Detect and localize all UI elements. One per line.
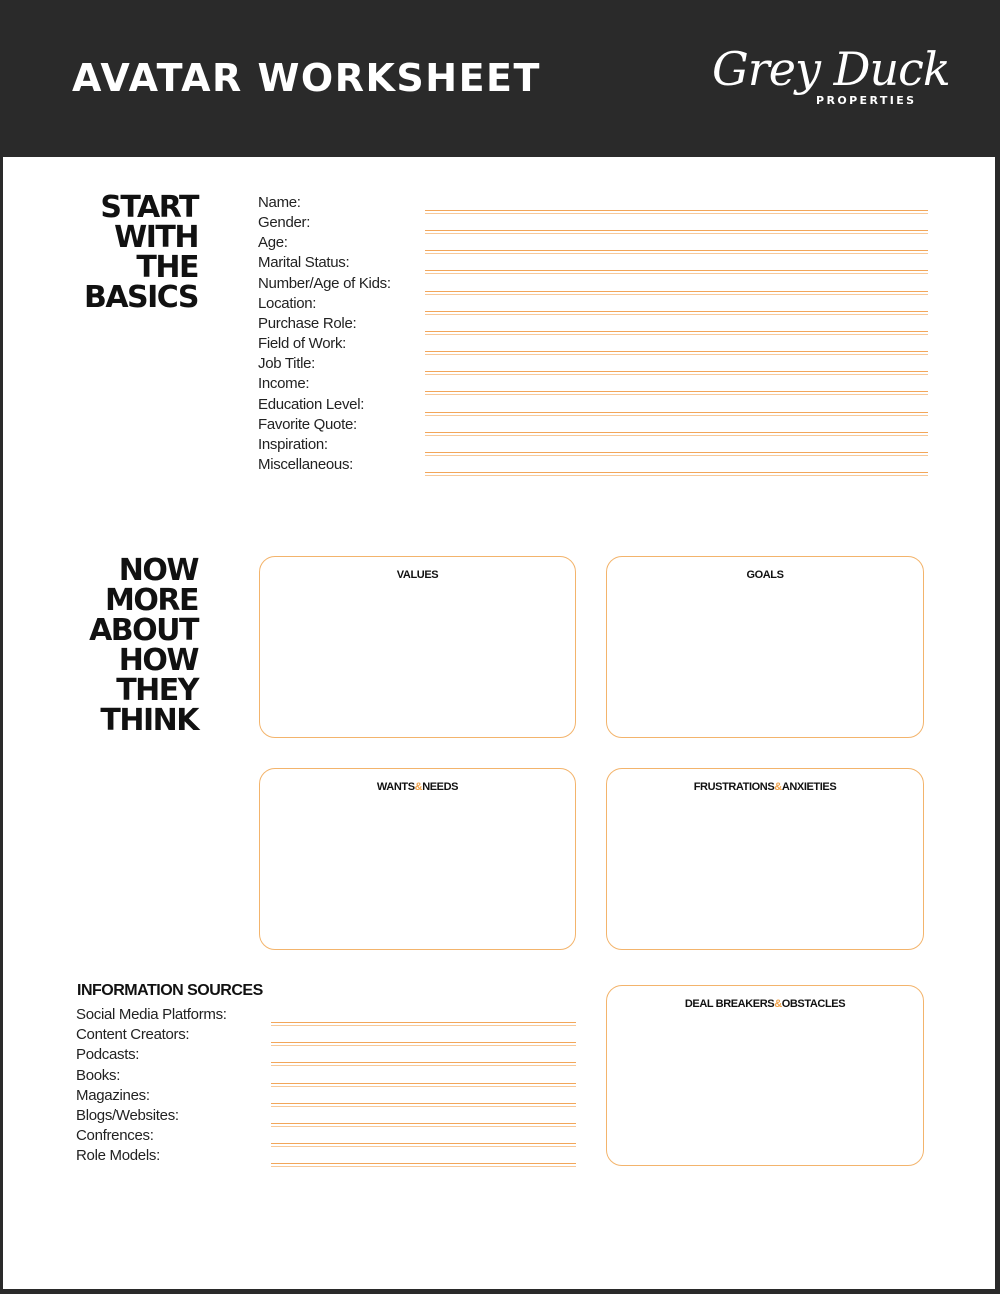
field-label: Inspiration:: [258, 435, 328, 453]
field-answer-line[interactable]: [425, 230, 928, 231]
field-answer-line[interactable]: [425, 351, 928, 352]
info-source-label: Content Creators:: [76, 1026, 190, 1044]
logo-subtitle: PROPERTIES: [816, 94, 917, 107]
basics-heading-line: START: [100, 190, 198, 225]
basics-field-row: [258, 194, 928, 214]
info-source-label: Social Media Platforms:: [76, 1006, 227, 1023]
field-label: Number/Age of Kids:: [258, 274, 391, 292]
field-answer-line[interactable]: [425, 412, 928, 413]
basics-heading-line: BASICS: [83, 280, 198, 315]
wants-needs-box[interactable]: [259, 768, 576, 950]
info-source-row: [76, 1046, 576, 1066]
ampersand: &: [774, 998, 782, 1010]
info-source-answer-line[interactable]: [271, 1083, 576, 1084]
field-label: Marital Status:: [258, 254, 350, 272]
info-source-answer-line[interactable]: [271, 1022, 576, 1023]
info-source-label: Role Models:: [76, 1147, 160, 1165]
field-label: Location:: [258, 294, 317, 312]
thinking-heading: [43, 553, 198, 738]
frustrations-anxieties-box[interactable]: [606, 768, 924, 950]
field-label: Miscellaneous:: [258, 455, 354, 473]
info-source-answer-line[interactable]: [271, 1143, 576, 1144]
info-source-row: [76, 1087, 576, 1107]
field-answer-line[interactable]: [425, 291, 928, 292]
info-source-label: Podcasts:: [76, 1046, 140, 1064]
thinking-heading-line: ABOUT: [89, 613, 198, 648]
field-answer-line[interactable]: [425, 270, 928, 271]
values-title: VALUES: [396, 569, 439, 581]
info-source-row: [76, 1127, 576, 1147]
field-label: Gender:: [258, 214, 311, 232]
info-source-answer-line[interactable]: [271, 1103, 576, 1104]
ampersand: &: [774, 781, 782, 793]
frustrations-word: FRUSTRATIONS: [693, 781, 775, 793]
info-source-label: Magazines:: [76, 1086, 150, 1104]
deal-breakers-obstacles-box[interactable]: [606, 985, 924, 1166]
info-source-row: [76, 1147, 576, 1167]
deal-breakers-word: DEAL BREAKERS: [684, 998, 775, 1010]
basics-field-row: [258, 436, 928, 456]
basics-heading-line: THE: [136, 250, 198, 285]
basics-field-row: [258, 214, 928, 234]
basics-heading: [43, 190, 198, 315]
info-source-label: Books:: [76, 1066, 121, 1084]
field-label: Field of Work:: [258, 335, 347, 353]
basics-field-row: [258, 295, 928, 315]
basics-field-row: [258, 315, 928, 335]
thinking-heading-line: THINK: [100, 703, 198, 738]
goals-title: GOALS: [746, 569, 784, 581]
basics-field-row: [258, 416, 928, 436]
field-answer-line[interactable]: [425, 331, 928, 332]
info-source-label: Blogs/Websites:: [76, 1107, 179, 1124]
field-answer-line[interactable]: [425, 210, 928, 211]
goals-box[interactable]: [606, 556, 924, 738]
basics-field-row: [258, 275, 928, 295]
field-label: Education Level:: [258, 395, 365, 413]
basics-heading-line: WITH: [114, 220, 198, 255]
page-header: [0, 0, 1000, 155]
info-source-answer-line[interactable]: [271, 1163, 576, 1164]
thinking-heading-line: THEY: [116, 673, 198, 708]
logo-script-text: Grey Duck: [712, 42, 950, 96]
frustrations-anxieties-title: [607, 781, 923, 793]
wants-word: WANTS: [376, 781, 415, 793]
field-answer-line[interactable]: [425, 432, 928, 433]
basics-field-row: [258, 254, 928, 274]
field-answer-line[interactable]: [425, 391, 928, 392]
basics-field-row: [258, 335, 928, 355]
thinking-heading-line: MORE: [105, 583, 198, 618]
info-source-answer-line[interactable]: [271, 1042, 576, 1043]
basics-field-row: [258, 375, 928, 395]
info-source-answer-line[interactable]: [271, 1062, 576, 1063]
page-title: AVATAR WORKSHEET: [72, 56, 541, 100]
field-label: Name:: [258, 194, 301, 211]
basics-field-row: [258, 456, 928, 476]
field-label: Purchase Role:: [258, 314, 357, 332]
brand-logo: [712, 42, 950, 122]
field-answer-line[interactable]: [425, 250, 928, 251]
basics-field-row: [258, 355, 928, 375]
field-label: Age:: [258, 234, 288, 252]
field-answer-line[interactable]: [425, 311, 928, 312]
values-box[interactable]: [259, 556, 576, 738]
thinking-heading-line: HOW: [118, 643, 198, 678]
anxieties-word: ANXIETIES: [781, 781, 837, 793]
thinking-heading-line: NOW: [118, 553, 198, 588]
info-source-row: [76, 1107, 576, 1127]
info-source-row: [76, 1026, 576, 1046]
info-sources-heading: INFORMATION SOURCES: [77, 982, 263, 999]
info-source-answer-line[interactable]: [271, 1123, 576, 1124]
deal-breakers-obstacles-title: [607, 998, 923, 1010]
field-answer-line[interactable]: [425, 472, 928, 473]
needs-word: NEEDS: [422, 781, 459, 793]
info-source-row: [76, 1006, 576, 1026]
basics-field-row: [258, 234, 928, 254]
field-label: Favorite Quote:: [258, 415, 357, 433]
field-label: Income:: [258, 375, 310, 393]
field-answer-line[interactable]: [425, 371, 928, 372]
worksheet-page: [3, 157, 995, 1289]
field-answer-line[interactable]: [425, 452, 928, 453]
info-source-row: [76, 1067, 576, 1087]
obstacles-word: OBSTACLES: [781, 998, 846, 1010]
info-source-label: Confrences:: [76, 1127, 154, 1145]
field-label: Job Title:: [258, 355, 316, 373]
ampersand: &: [414, 781, 423, 793]
basics-field-row: [258, 396, 928, 416]
wants-needs-title: [260, 781, 575, 793]
